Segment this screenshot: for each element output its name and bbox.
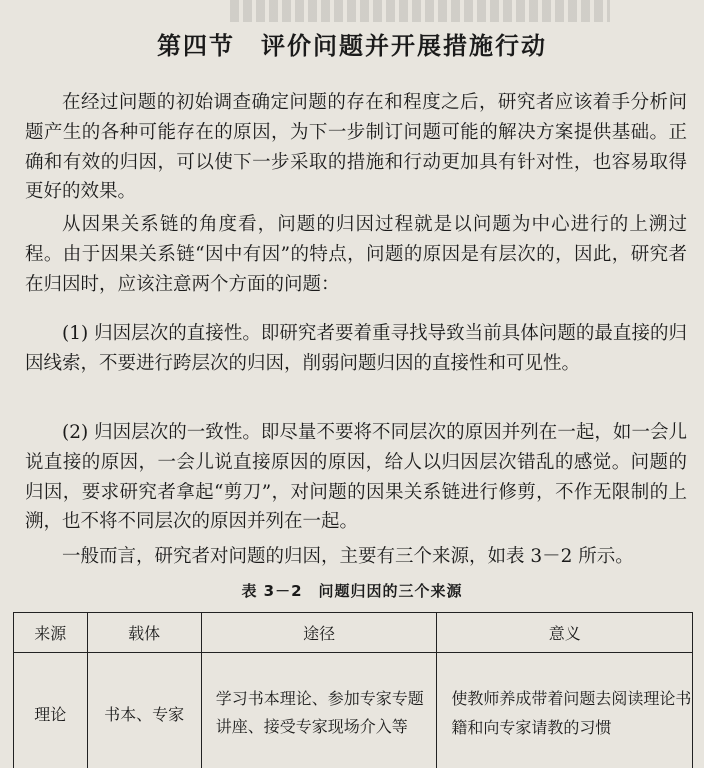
paragraph-5: 一般而言，研究者对问题的归因，主要有三个来源，如表 3－2 所示。 — [62, 546, 634, 567]
paragraph-1: 在经过问题的初始调查确定问题的存在和程度之后，研究者应该着手分析问题产生的各种可能存在的原因，为下一步制订问题可能的解决方案提供基础。正确和有效的归因，可以使下一步采取的措施和行动更加具有针对性，也容易取得更好的效果。 — [25, 92, 687, 203]
cell-carrier: 书本、专家 — [87, 653, 201, 768]
section-title: 第四节 评价问题并开展措施行动 — [157, 31, 547, 60]
table-header-row — [14, 613, 693, 653]
cell-way: 学习书本理论、参加专家专题讲座、接受专家现场介入等 — [201, 653, 437, 768]
header-meaning: 意义 — [437, 613, 693, 653]
header-way: 途径 — [201, 613, 437, 653]
table-caption: 表 3－2 问题归因的三个来源 — [241, 582, 463, 600]
cell-source: 理论 — [14, 653, 88, 768]
header-source: 来源 — [14, 613, 88, 653]
header-carrier: 载体 — [87, 613, 201, 653]
paragraph-2: 从因果关系链的角度看，问题的归因过程就是以问题为中心进行的上溯过程。由于因果关系链“因中有因”的特点，问题的原因是有层次的，因此，研究者在归因时，应该注意两个方面的问题： — [25, 214, 687, 295]
bleed-through-text — [230, 0, 610, 22]
paragraph-4: (2) 归因层次的一致性。即尽量不要将不同层次的原因并列在一起，如一会儿说直接的原因，一会儿说直接原因的原因，给人以归因层次错乱的感觉。问题的归因，要求研究者拿起“剪刀”，对问题的因果关系链进行修剪，不作无限制的上溯，也不将不同层次的原因并列在一起。 — [25, 422, 687, 533]
table-row — [14, 653, 693, 768]
attribution-sources-table — [13, 612, 693, 768]
cell-meaning: 使教师养成带着问题去阅读理论书籍和向专家请教的习惯 — [437, 653, 693, 768]
paragraph-3: (1) 归因层次的直接性。即研究者要着重寻找导致当前具体问题的最直接的归因线索，不要进行跨层次的归因，削弱问题归因的直接性和可见性。 — [25, 323, 687, 374]
